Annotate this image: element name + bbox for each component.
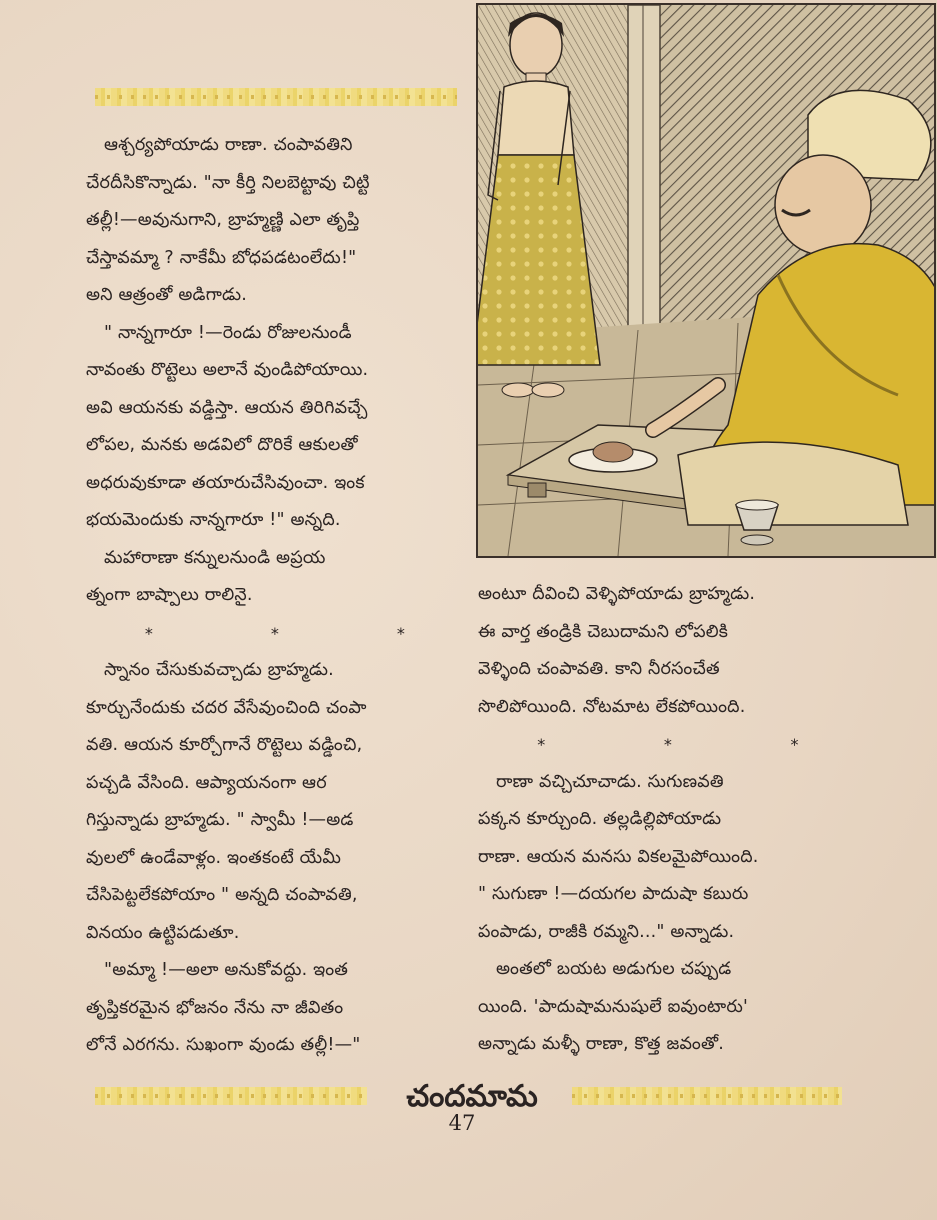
magazine-title: చందమామ <box>406 1079 538 1114</box>
text-line: నావంతు రొట్టెలు అలానే వుండిపోయాయి. <box>86 360 369 380</box>
section-separator <box>86 615 464 653</box>
text-line: ఈ వార్త తండ్రికి చెబుదామని లోపలికి <box>478 621 729 642</box>
top-decorative-border <box>95 88 457 106</box>
text-line: త్నంగా బాష్పాలు రాలినై. <box>86 585 253 605</box>
text-line: యింది. 'పాదుషామనుషులే ఐవుంటారు' <box>478 996 749 1017</box>
text-line: వెళ్ళింది చంపావతి. కాని నీరసంచేత <box>478 659 720 679</box>
text-line: పక్కన కూర్చుంది. తల్లడిల్లిపోయాడు <box>478 809 722 829</box>
right-text-column <box>478 576 858 1064</box>
text-line: పచ్చడి వేసింది. ఆప్యాయనంగా ఆర <box>86 772 327 793</box>
text-line: తృప్తికరమైన భోజనం నేను నా జీవితం <box>86 997 344 1018</box>
text-line: స్నానం చేసుకువచ్చాడు బ్రాహ్మడు. <box>104 660 334 680</box>
left-text-column <box>86 127 464 1065</box>
separator-star: * <box>270 623 280 643</box>
separator-star: * <box>537 735 546 754</box>
text-line: రాణా. ఆయన మనసు వికలమైపోయింది. <box>478 846 759 867</box>
text-line: వతి. ఆయన కూర్చోగానే రొట్టెలు వడ్డించి, <box>86 735 363 755</box>
text-line: వులలో ఉండేవాళ్లం. ఇంతకంటే యేమీ <box>86 847 342 868</box>
text-line: మహారాణా కన్నులనుండి అప్రయ <box>104 547 326 568</box>
text-line: ఆశ్చర్యపోయాడు రాణా. చంపావతిని <box>104 135 353 155</box>
text-line: తల్లీ!—అవునుగాని, బ్రాహ్మణ్ణి ఎలా తృప్తి <box>86 210 360 230</box>
footer-decorative-border-left <box>95 1087 367 1105</box>
text-line: రాణా వచ్చిచూచాడు. సుగుణవతి <box>496 771 724 792</box>
maharana-and-daughter-illustration <box>476 3 936 558</box>
separator-star: * <box>396 623 406 643</box>
text-line: పంపాడు, రాజీకి రమ్మని..." అన్నాడు. <box>478 921 735 942</box>
text-line: వినయం ఉట్టిపడుతూ. <box>86 922 240 943</box>
text-line: అని ఆత్రంతో అడిగాడు. <box>86 285 247 305</box>
text-line: చేసిపెట్టలేకపోయాం " అన్నది చంపావతి, <box>86 885 358 905</box>
text-line: " సుగుణా !—దయగల పాదుషా కబురు <box>478 884 749 904</box>
text-line: అవి ఆయనకు వడ్డిస్తా. ఆయన తిరిగివచ్చే <box>86 397 368 418</box>
page-number: 47 <box>448 1111 476 1135</box>
text-line: "అమ్మా !—అలా అనుకోవద్దు. ఇంత <box>104 960 349 980</box>
text-line: " నాన్నగారూ !—రెండు రోజులనుండీ <box>104 322 352 343</box>
metal-cup <box>736 500 778 545</box>
separator-star: * <box>144 623 154 643</box>
text-line: అన్నాడు మళ్ళీ రాణా, కొత్త జవంతో. <box>478 1034 724 1054</box>
separator-star: * <box>663 735 673 754</box>
footer-decorative-border-right <box>572 1087 842 1105</box>
text-line: గిస్తున్నాడు బ్రాహ్మడు. " స్వామీ !—అడ <box>86 810 354 830</box>
text-line: కూర్చునేందుకు చదర వేసేవుంచింది చంపా <box>86 697 367 718</box>
text-line: అంతలో బయట అడుగుల చప్పుడ <box>496 959 732 979</box>
text-line: సొలిపోయింది. నోటమాట లేకపోయింది. <box>478 696 746 717</box>
text-line: అధరువుకూడా తయారుచేసివుంచా. ఇంక <box>86 472 365 493</box>
text-line: చేస్తావమ్మా ? నాకేమీ బోధపడటంలేదు!" <box>86 247 357 268</box>
text-line: భయమెందుకు నాన్నగారూ !" అన్నది. <box>86 510 341 530</box>
text-line: అంటూ దీవించి వెళ్ళిపోయాడు బ్రాహ్మడు. <box>478 584 756 604</box>
text-line: లోనే ఎరగను. సుఖంగా వుండు తల్లీ!—" <box>86 1035 361 1055</box>
separator-star: * <box>790 735 799 754</box>
section-separator <box>478 726 858 764</box>
text-line: లోపల, మనకు అడవిలో దొరికే ఆకులతో <box>86 435 358 455</box>
text-line: చేరదీసికొన్నాడు. "నా కీర్తి నిలబెట్టావు చిట్టి <box>86 172 370 193</box>
